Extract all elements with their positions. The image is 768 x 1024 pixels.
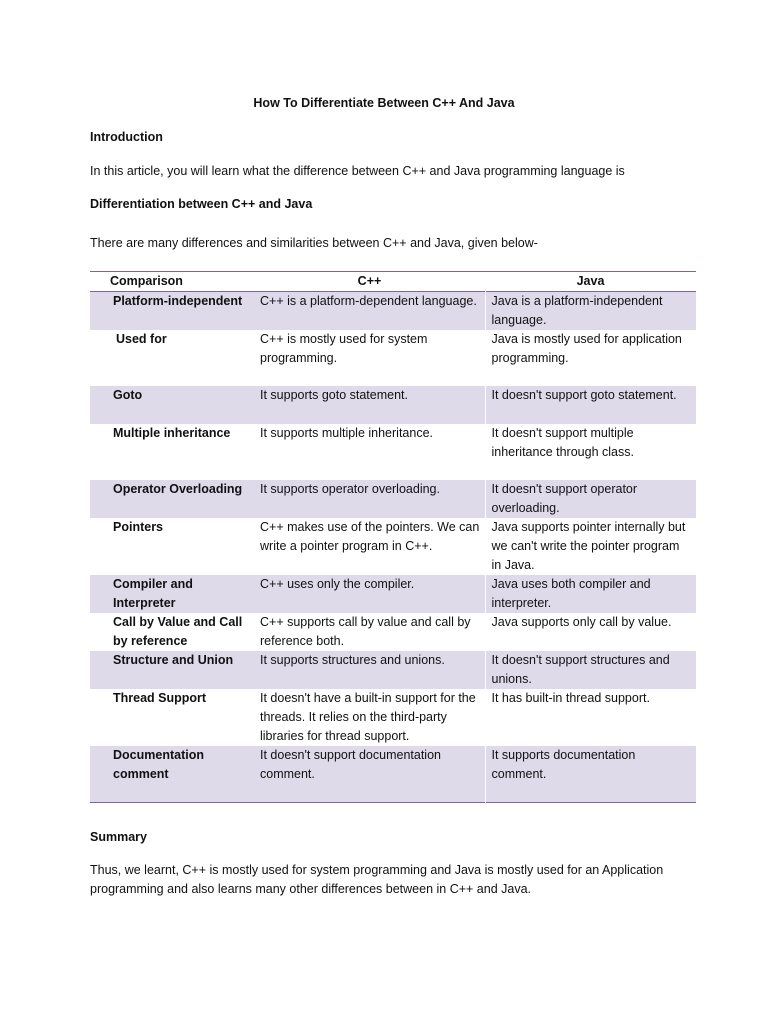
table-row [90, 518, 696, 575]
row-cpp: C++ is mostly used for system programming. [254, 330, 485, 386]
table-row [90, 575, 696, 613]
summary-heading: Summary [90, 830, 147, 844]
row-java: Java supports pointer internally but we can't write the pointer program in Java. [491, 520, 686, 572]
row-java: Java is a platform-independent language. [485, 292, 696, 331]
differentiation-text: There are many differences and similarities between C++ and Java, given below- [90, 236, 538, 250]
comparison-table [90, 271, 696, 803]
table-row [90, 651, 696, 689]
header-java: Java [576, 274, 605, 288]
differentiation-heading: Differentiation between C++ and Java [90, 197, 313, 211]
header-cpp: C++ [357, 274, 382, 288]
row-feature: Platform-independent [90, 292, 254, 331]
header-comparison: Comparison [110, 274, 183, 288]
row-java: Java uses both compiler and interpreter. [485, 575, 696, 613]
summary-text: Thus, we learnt, C++ is mostly used for system programming and Java is mostly used for an Application programming and also learns many other differences between in C++ and Java. [90, 863, 664, 896]
table-row [90, 613, 696, 651]
row-java: It has built-in thread support. [491, 691, 650, 705]
row-feature: Thread Support [113, 691, 207, 705]
row-cpp: C++ uses only the compiler. [254, 575, 485, 613]
row-java: It doesn't support operator overloading. [485, 480, 696, 518]
row-java: It doesn't support multiple inheritance through class. [491, 426, 634, 459]
table-row [90, 480, 696, 518]
row-feature: Pointers [113, 520, 164, 534]
introduction-text: In this article, you will learn what the difference between C++ and Java programming language is [90, 164, 625, 178]
table-row [90, 292, 696, 331]
row-java: It doesn't support goto statement. [485, 386, 696, 424]
row-cpp: C++ supports call by value and call by reference both. [254, 613, 485, 651]
row-cpp: C++ is a platform-dependent language. [254, 292, 485, 331]
row-cpp: It doesn't have a built-in support for the threads. It relies on the third-party libraries for thread support. [254, 689, 485, 746]
row-java: Java supports only call by value. [491, 615, 672, 629]
table-row [90, 746, 696, 802]
row-java: It doesn't support structures and unions. [485, 651, 696, 689]
row-feature: Structure and Union [90, 651, 254, 689]
row-cpp: It doesn't support documentation comment. [254, 746, 485, 802]
table-header-row [90, 272, 696, 292]
row-cpp: It supports multiple inheritance. [254, 424, 485, 480]
row-feature: Multiple inheritance [113, 426, 231, 440]
row-feature: Goto [90, 386, 254, 424]
document-title: How To Differentiate Between C++ And Java [253, 96, 515, 110]
row-feature: Operator Overloading [90, 480, 254, 518]
table-row [90, 424, 696, 480]
row-cpp: C++ makes use of the pointers. We can write a pointer program in C++. [254, 518, 485, 575]
row-cpp: It supports structures and unions. [254, 651, 485, 689]
introduction-heading: Introduction [90, 130, 163, 144]
table-row [90, 386, 696, 424]
row-feature: Used for [116, 332, 167, 346]
table-row [90, 330, 696, 386]
row-cpp: It supports operator overloading. [254, 480, 485, 518]
row-feature: Compiler and Interpreter [90, 575, 254, 613]
table-row [90, 689, 696, 746]
row-java: Java is mostly used for application programming. [491, 332, 682, 365]
row-feature: Call by Value and Call by reference [113, 615, 243, 648]
row-feature: Documentation comment [90, 746, 254, 802]
row-java: It supports documentation comment. [485, 746, 696, 802]
row-cpp: It supports goto statement. [254, 386, 485, 424]
